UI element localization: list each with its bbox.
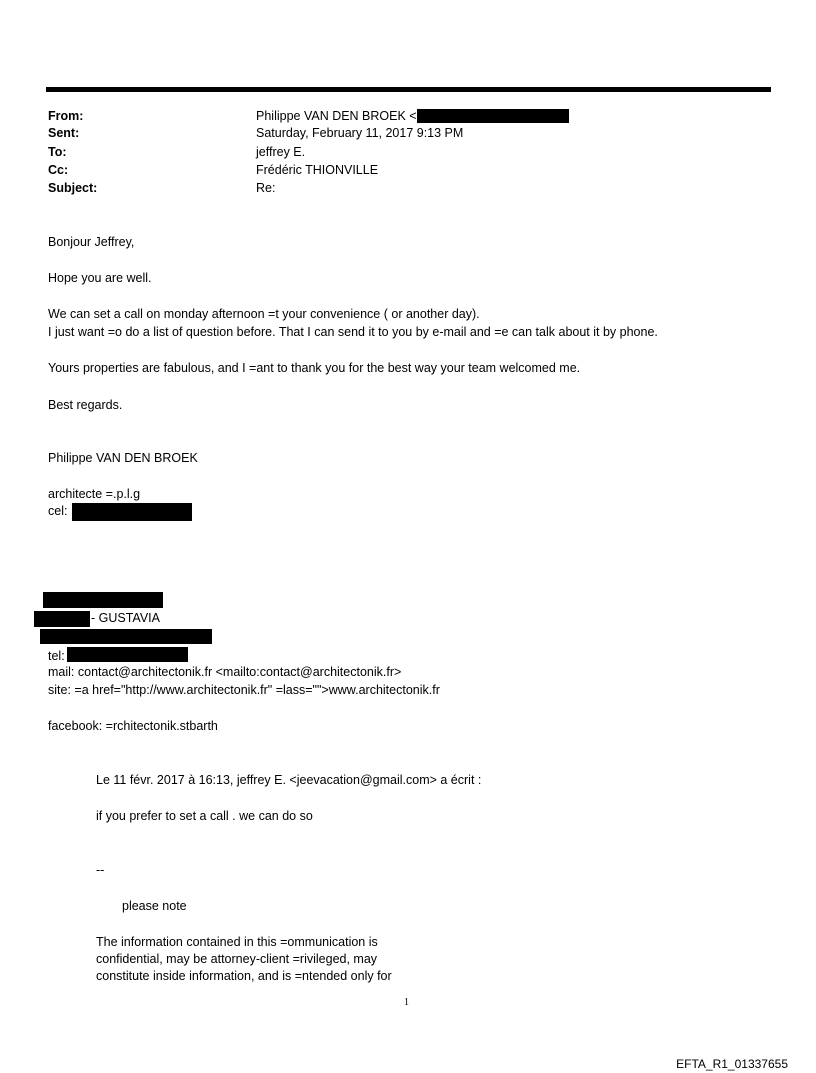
closing: Best regards. [48,398,123,412]
quoted-note: please note [122,899,187,913]
quoted-message: if you prefer to set a call . we can do so [96,809,313,823]
redaction-block [40,629,212,644]
to-label: To: [48,145,67,159]
disclaimer-line: constitute inside information, and is =ntended only for [96,969,392,983]
header-rule [46,87,771,92]
signature-site: site: =a href="http://www.architectonik.fr" =lass="">www.architectonik.fr [48,683,440,697]
signature-mail: mail: contact@architectonik.fr <mailto:contact@architectonik.fr> [48,665,402,679]
body-line: Hope you are well. [48,271,152,285]
body-line: I just want =o do a list of question before. That I can send it to you by e-mail and =e can talk about it by phone. [48,325,658,339]
redaction-block [34,611,90,627]
redaction-block [67,647,188,662]
quoted-intro: Le 11 févr. 2017 à 16:13, jeffrey E. <jeevacation@gmail.com> a écrit : [96,773,482,787]
redaction-block [417,109,569,123]
cc-value: Frédéric THIONVILLE [256,163,379,177]
body-line: We can set a call on monday afternoon =t your convenience ( or another day). [48,307,480,321]
from-name: Philippe VAN DEN BROEK < [256,109,417,123]
body-line: Yours properties are fabulous, and I =ant to thank you for the best way your team welcomed me. [48,361,581,375]
redaction-block [72,503,192,521]
from-label: From: [48,109,84,123]
sent-value: Saturday, February 11, 2017 9:13 PM [256,126,464,140]
signature-cel-label: cel: [48,504,68,518]
signature-title: architecte =.p.l.g [48,487,141,501]
page-number: 1 [404,997,409,1008]
signature-tel-label: tel: [48,649,65,663]
greeting: Bonjour Jeffrey, [48,235,135,249]
to-value: jeffrey E. [256,145,306,159]
signature-city: - GUSTAVIA [91,611,160,625]
from-value [256,108,569,125]
bates-number: EFTA_R1_01337655 [676,1057,788,1071]
quoted-separator: -- [96,863,105,877]
subject-label: Subject: [48,181,98,195]
subject-value: Re: [256,181,276,195]
signature-facebook: facebook: =rchitectonik.stbarth [48,719,218,733]
signature-name: Philippe VAN DEN BROEK [48,451,198,465]
cc-label: Cc: [48,163,69,177]
disclaimer-line: confidential, may be attorney-client =rivileged, may [96,952,378,966]
disclaimer-line: The information contained in this =ommunication is [96,935,378,949]
redaction-block [43,592,163,608]
sent-label: Sent: [48,126,80,140]
